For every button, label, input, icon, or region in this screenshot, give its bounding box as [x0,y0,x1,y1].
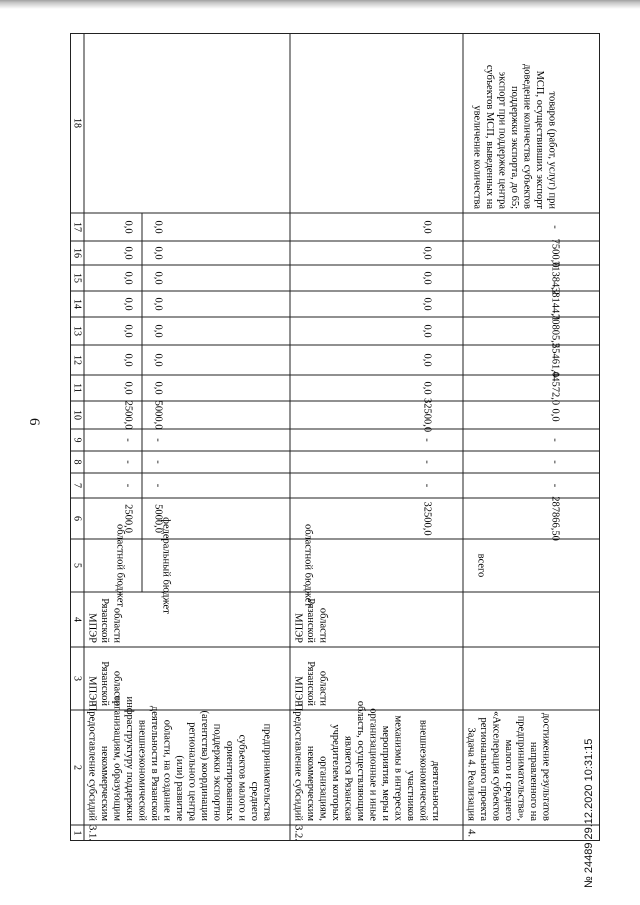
header-cell: 2 [71,765,83,770]
executor: МПЭР [86,676,98,706]
value-cell: 70805,2 [549,313,561,349]
value-cell: 0,0 [122,324,134,338]
row-number: 3.2. [292,825,304,841]
header-cell: 13 [71,326,83,336]
value-cell: 0,0 [152,297,164,311]
row-name: субъектов малого и [236,734,248,821]
participant: Рязанской [99,598,111,643]
value-cell: 0,0 [122,271,134,285]
value-cell: - [421,483,433,488]
value-cell: 0,0 [152,324,164,338]
value-cell: 5000,0 [152,400,164,430]
row-name: участников [405,770,417,821]
header-cell: 6 [71,516,83,521]
header-cell: 8 [71,459,83,465]
value-cell: 0,0 [152,271,164,285]
row-name: направленного на [528,741,540,821]
financing-table [70,33,600,841]
row-name: предпринимательства [261,723,273,821]
value-cell: 0,0 [421,297,433,311]
header-cell: 3 [71,676,83,681]
header-cell: 11 [71,383,83,393]
row-name: является Рязанская [342,736,354,821]
header-cell: 15 [71,273,83,283]
funding-source: областной бюджет [302,524,314,607]
row-number: 4. [465,829,477,837]
value-cell: 0,0 [152,246,164,260]
value-cell: 55461,0 [549,342,561,378]
value-cell: - [549,460,561,464]
rotated-table-page [70,33,600,841]
expected-result: поддержки экспорта, до 65; [509,85,521,209]
value-cell: 0,0 [152,353,164,367]
expected-result: увеличение количества [471,105,483,209]
value-cell: - [122,483,134,488]
row-name: организационные и иные [367,708,379,821]
row-name: внешнеэкономической [417,719,429,821]
row-name: Предоставление субсидий [292,703,304,821]
row-name: (или) развитие [174,755,186,821]
header-cell: 9 [71,437,83,443]
row-name: достижение результатов [540,712,552,821]
expected-result: доведение количества субъектов [521,63,533,209]
header-cell: 17 [71,222,83,232]
value-cell: 0,0 [122,353,134,367]
funding-source: федеральный бюджет [160,517,172,614]
row-name: области, на создание и [161,719,173,821]
participant: Рязанской [305,598,317,643]
row-name: «Акселерация субъектов [490,710,502,821]
header-cell: 4 [71,617,83,622]
row-name: Задача 4. Реализация [465,727,477,821]
row-name: среднего [249,781,261,821]
value-cell: 287866,50 [549,496,561,541]
value-cell: 7500,0 [549,238,561,268]
executor: Рязанской [99,661,111,706]
value-cell: - [549,483,561,488]
value-cell: 0,0 [122,297,134,311]
row-name: регионального центра [186,722,198,821]
value-cell: - [152,483,164,488]
scan-top-edge [0,0,640,9]
value-cell: - [421,460,433,464]
row-name: ориентированных [224,740,236,821]
row-name: учредителем которых [330,724,342,821]
row-name: организациям, образующим [111,695,123,821]
row-name: поддержки экспортно [211,723,223,821]
expected-result: товаров (работ, услуг) при [546,91,558,209]
row-name: предпринимательства», [515,715,527,821]
value-cell: 5000,0 [152,504,164,533]
executor: Рязанской [305,661,317,706]
value-cell: 0,0 [421,324,433,338]
header-cell: 7 [71,483,83,488]
value-cell: 0,0 [421,220,433,234]
value-cell: - [152,460,164,464]
value-cell: 44572,0 [549,370,561,406]
header-cell: 10 [71,410,83,420]
value-cell: 2500,0 [122,400,134,430]
value-cell: 0,0 [421,353,433,367]
header-cell: 1 [71,830,83,836]
row-number: 3.1. [86,825,98,841]
header-cell: 18 [71,118,83,128]
header-cell: 12 [71,355,83,365]
value-cell: 71384,2 [549,260,561,296]
value-cell: - [549,438,561,442]
participant: области [317,607,329,643]
value-cell: 0,0 [421,381,433,395]
value-cell: 0,0 [152,381,164,395]
executor: области [111,670,123,706]
row-name: малого и среднего [503,739,515,821]
page-number: 6 [26,418,42,426]
row-name: инфраструктуру поддержки [124,696,136,821]
value-cell: - [122,438,134,442]
value-cell: 0,0 [421,271,433,285]
row-name: организациям, [317,756,329,821]
value-cell: 0,0 [122,381,134,395]
participant: МПЭР [86,613,98,643]
value-cell: 0,0 [122,246,134,260]
row-name: некоммерческим [305,745,317,821]
expected-result: субъектов МСП, выведенных на [484,64,496,209]
value-cell: 2500,0 [122,504,134,533]
value-cell: 32500,0 [421,397,433,433]
expected-result: экспорт при поддержке центра [496,71,508,209]
value-cell: 32500,0 [421,501,433,536]
row-name: регионального проекта [478,717,490,821]
header-cell: 16 [71,248,83,258]
funding-source: областной бюджет [114,524,126,607]
value-cell: 0,0 [549,408,561,422]
row-name: деятельности [430,760,442,821]
header-cell: 5 [71,563,83,568]
value-cell: 38144,1 [549,286,561,322]
row-name: Предоставление субсидий [86,703,98,821]
participant: МПЭР [292,613,304,643]
value-cell: - [152,438,164,442]
value-cell: - [421,438,433,442]
funding-source: всего [475,553,487,578]
row-name: деятельности в Рязанской [149,705,161,821]
document-footer: № 24489 29.12.2020 10:31:15 [583,738,595,888]
value-cell: - [122,460,134,464]
executor: области [317,670,329,706]
value-cell: 0,0 [152,220,164,234]
header-cell: 14 [71,299,83,309]
value-cell: - [549,225,561,229]
executor: МПЭР [292,676,304,706]
row-name: внешнеэкономической [136,719,148,821]
row-name: (агентства) координации [199,710,211,821]
row-name: некоммерческим [99,745,111,821]
value-cell: 0,0 [122,220,134,234]
row-name: механизмы в интересах [392,715,404,821]
row-name: область, осуществляющим [355,700,367,821]
value-cell: 0,0 [421,246,433,260]
participant: области [111,607,123,643]
row-name: мероприятия, меры и [380,725,392,821]
expected-result: МСП, осуществивших экспорт [534,70,546,209]
